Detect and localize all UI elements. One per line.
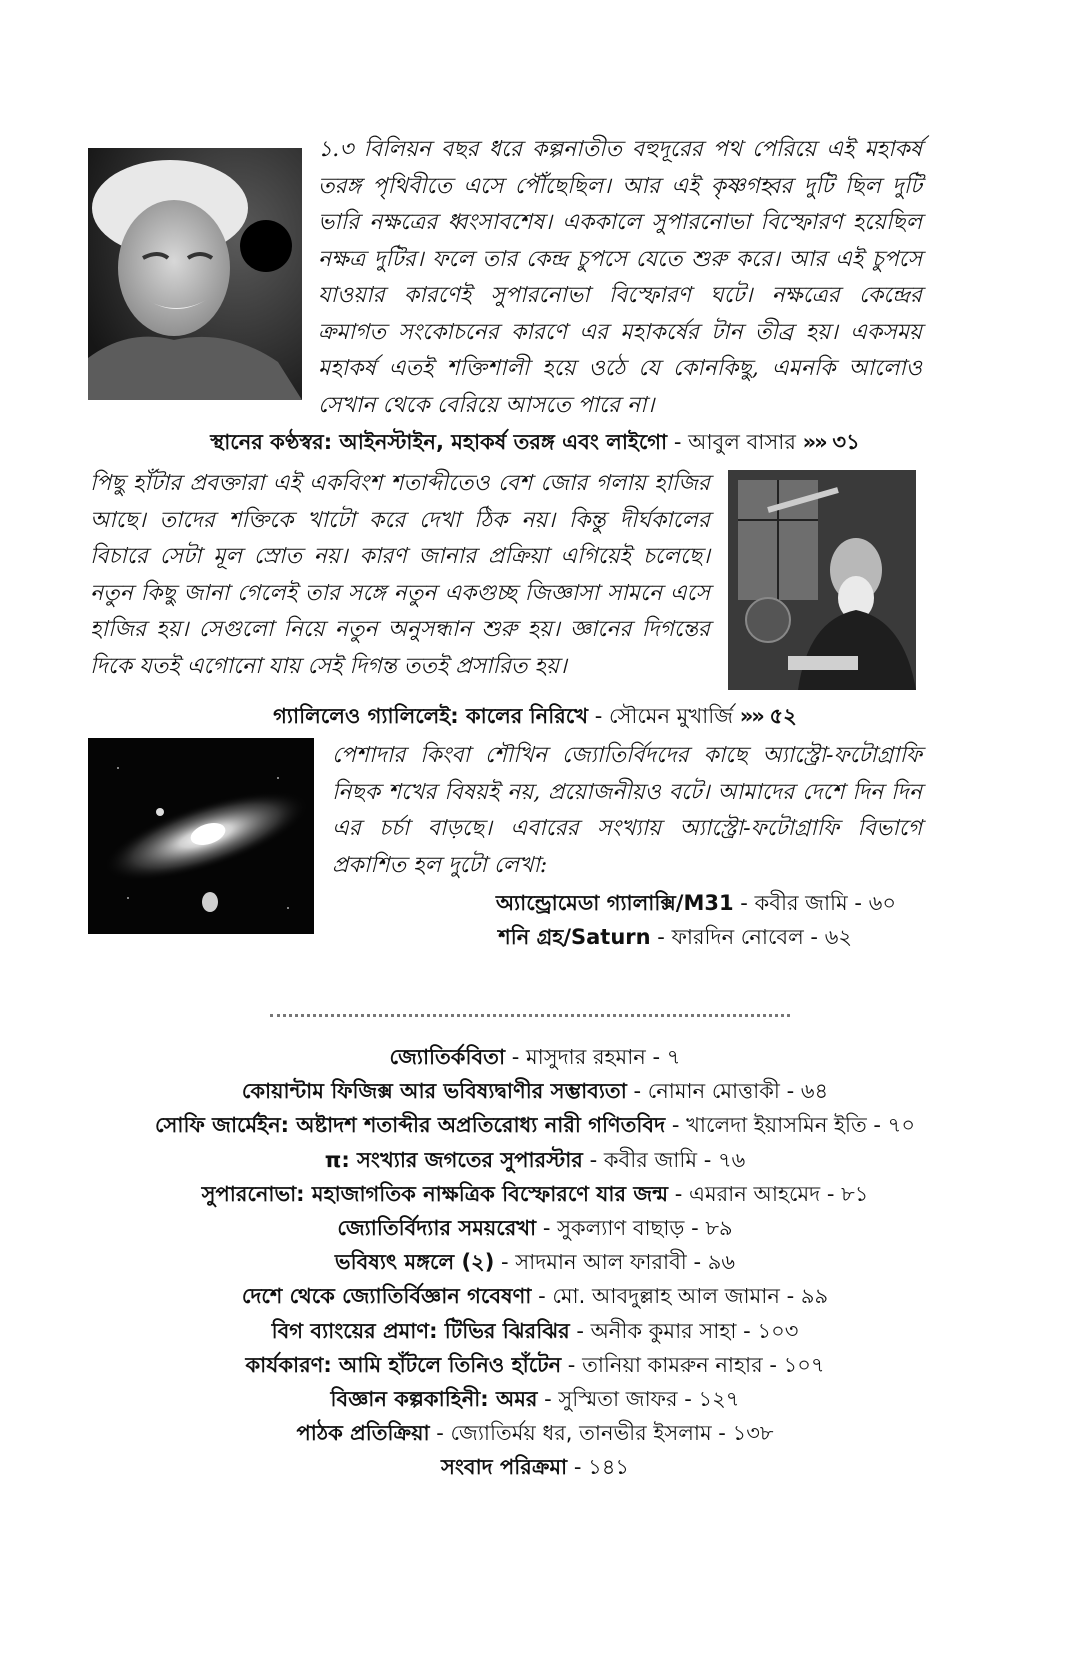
einstein-photo-art: [88, 148, 302, 400]
contents-entry-page: ৮৯: [705, 1216, 733, 1241]
feature-3-paragraph: পেশাদার কিংবা শৌখিন জ্যোতির্বিদদের কাছে অ্যাস্ট্রো-ফটোগ্রাফি নিছক শখের বিষয়ই নয়, প্রয়োজনীয়ও বটে। আমাদের দেশে দিন দিন এর চর্চা বাড়ছে। এবারের সংখ্যায় অ্যাস্ট্রো-ফটোগ্রাফি বিভাগে প্রকাশিত হল দুটো লেখা:: [332, 743, 922, 878]
separator: -: [786, 1284, 801, 1309]
contents-entry-author: মো. আবদুল্লাহ আল জামান: [552, 1284, 780, 1309]
andromeda-galaxy-photo: [88, 738, 314, 934]
contents-entry[interactable]: [0, 1108, 1070, 1142]
contents-entry-author: সুকল্যাণ বাছাড়: [557, 1216, 685, 1241]
contents-entry-author: মাসুদার রহমান: [526, 1045, 646, 1069]
contents-entry-title: সোফি জার্মেইন: অষ্টাদশ শতাব্দীর অপ্রতিরোধ্য নারী গণিতবিদ: [155, 1113, 666, 1138]
contents-entry-title: বিজ্ঞান কল্পকাহিনী: অমর: [330, 1387, 538, 1412]
contents-entry[interactable]: [0, 1348, 1070, 1382]
separator: -: [544, 1387, 559, 1412]
separator: -: [786, 1079, 801, 1104]
separator: -: [652, 1045, 667, 1069]
andromeda-galaxy-art: [88, 738, 314, 934]
contents-entry-author: কবীর জামি: [603, 1147, 697, 1172]
separator: -: [743, 1318, 758, 1343]
separator: -: [567, 1352, 583, 1377]
feature-2-page: ৫২: [769, 704, 797, 728]
einstein-photo: [88, 148, 302, 400]
separator: -: [511, 1045, 526, 1069]
separator: -: [594, 704, 609, 728]
contents-entry-title: জ্যোতির্কবিতা: [389, 1045, 506, 1069]
contents-entry[interactable]: [0, 1177, 1070, 1211]
contents-list: [0, 1040, 1070, 1485]
feature-1-paragraph: ১.৩ বিলিয়ন বছর ধরে কল্পনাতীত বহুদূরের পথ পেরিয়ে এই মহাকর্ষ তরঙ্গ পৃথিবীতে এসে পৌঁছেছিল। আর এই কৃষ্ণগহ্বর দুটি ছিল দুটি ভারি নক্ষত্রের ধ্বংসাবশেষ। এককালে সুপারনোভা বিস্ফোরণ হয়েছিল নক্ষত্র দুটির। ফলে তার কেন্দ্র চুপসে যেতে শুরু করে। আর এই চুপসে যাওয়ার কারণেই সুপারনোভা বিস্ফোরণ ঘটে। নক্ষত্রের কেন্দ্রের ক্রমাগত সংকোচনের কারণে এর মহাকর্ষের টান তীব্র হয়। একসময় মহাকর্ষ এতই শক্তিশালী হয়ে ওঠে যে কোনকিছু, এমনকি আলোও সেখান থেকে বেরিয়ে আসতে পারে না।: [318, 137, 922, 418]
contents-entry-author: এমরান আহমেদ: [689, 1181, 821, 1206]
contents-entry[interactable]: [0, 1279, 1070, 1313]
contents-entry-page: ১২৭: [698, 1387, 740, 1412]
contents-entry-author: সাদমান আল ফারাবী: [515, 1250, 687, 1275]
separator: -: [657, 925, 672, 949]
contents-entry-title: সুপারনোভা: মহাজাগতিক নাক্ষত্রিক বিস্ফোরণে যার জন্ম: [201, 1181, 669, 1206]
astro-item-2-title: শনি গ্রহ/Saturn: [498, 925, 651, 949]
contents-entry-page: ৭০: [887, 1113, 915, 1138]
astro-item-2[interactable]: [498, 920, 852, 954]
contents-entry[interactable]: [0, 1416, 1070, 1450]
feature-2-title: গ্যালিলেও গ্যালিলেই: কালের নিরিখে: [273, 704, 589, 728]
contents-entry-title: পাঠক প্রতিক্রিয়া: [296, 1421, 430, 1446]
separator: -: [538, 1284, 553, 1309]
astro-item-1-page: ৬০: [868, 891, 896, 915]
feature-1-title: স্থানের কণ্ঠস্বর: আইনস্টাইন, মহাকর্ষ তরঙ্গ এবং লাইগো: [210, 430, 668, 454]
contents-entry[interactable]: [0, 1040, 1070, 1074]
separator: -: [740, 891, 755, 915]
separator: -: [693, 1250, 708, 1275]
separator: -: [873, 1113, 888, 1138]
feature-1-arrow-icon: »»: [802, 430, 826, 454]
separator: -: [703, 1147, 718, 1172]
separator: -: [691, 1216, 706, 1241]
contents-entry[interactable]: [0, 1074, 1070, 1108]
separator: -: [673, 430, 689, 454]
contents-entry-title: সংবাদ পরিক্রমা: [440, 1455, 568, 1480]
separator: -: [826, 1181, 842, 1206]
separator: -: [810, 925, 825, 949]
contents-entry[interactable]: [0, 1245, 1070, 1279]
astro-item-1[interactable]: [496, 886, 896, 920]
feature-2-author: সৌমেন মুখার্জি: [608, 704, 734, 728]
contents-entry-page: ১০৩: [757, 1318, 799, 1343]
separator: -: [542, 1216, 558, 1241]
feature-1-caption[interactable]: [0, 427, 1070, 457]
feature-1-page: ৩১: [832, 430, 860, 454]
separator: -: [436, 1421, 451, 1446]
feature-2-caption[interactable]: [0, 701, 1070, 731]
separator: -: [576, 1318, 591, 1343]
astro-item-2-page: ৬২: [824, 925, 852, 949]
contents-entry-title: কার্যকারণ: আমি হাঁটলে তিনিও হাঁটেন: [245, 1352, 562, 1377]
dotted-divider: [270, 1014, 790, 1017]
separator: -: [589, 1147, 604, 1172]
contents-entry-title: কোয়ান্টাম ফিজিক্স আর ভবিষ্যদ্বাণীর সম্ভাব্যতা: [241, 1079, 627, 1104]
contents-entry-page: ৯৯: [800, 1284, 829, 1309]
feature-2-arrow-icon: »»: [739, 704, 763, 728]
galileo-painting-art: [728, 470, 916, 690]
contents-entry-author: সুস্মিতা জাফর: [558, 1387, 678, 1412]
contents-entry-title: ভবিষ্যৎ মঙ্গলে (২): [334, 1250, 495, 1275]
feature-2-paragraph: পিছু হাঁটার প্রবক্তারা এই একবিংশ শতাব্দীতেও বেশ জোর গলায় হাজির আছে। তাদের শক্তিকে খাটো করে দেখা ঠিক নয়। কিন্তু দীর্ঘকালের বিচারে সেটা মূল স্রোত নয়। কারণ জানার প্রক্রিয়া এগিয়েই চলেছে। নতুন কিছু জানা গেলেই তার সঙ্গে নতুন একগুচ্ছ জিজ্ঞাসা সামনে এসে হাজির হয়। সেগুলো নিয়ে নতুন অনুসন্ধান শুরু হয়। জ্ঞানের দিগন্তের দিকে যতই এগোনো যায় সেই দিগন্ত ততই প্রসারিত হয়।: [90, 471, 710, 679]
separator: -: [633, 1079, 648, 1104]
contents-entry-author: অনীক কুমার সাহা: [590, 1318, 737, 1343]
astro-item-1-author: কবীর জামি: [754, 891, 848, 915]
contents-entry-title: বিগ ব্যাংয়ের প্রমাণ: টিভির ঝিরঝির: [271, 1318, 570, 1343]
separator: -: [769, 1352, 784, 1377]
galileo-painting: [728, 470, 916, 690]
feature-1-author: আবুল বাসার: [688, 430, 796, 454]
astro-item-2-author: ফারদিন নোবেল: [671, 925, 804, 949]
contents-entry-author: জ্যোতির্ময় ধর, তানভীর ইসলাম: [450, 1421, 712, 1446]
astro-item-1-title: অ্যান্ড্রোমেডা গ্যালাক্সি/M31: [495, 891, 734, 915]
contents-entry-author: তানিয়া কামরুন নাহার: [582, 1352, 763, 1377]
contents-entry-page: ৭৬: [717, 1147, 746, 1172]
contents-entry-page: ১৪১: [588, 1455, 629, 1480]
contents-entry-title: দেশে থেকে জ্যোতির্বিজ্ঞান গবেষণা: [241, 1284, 532, 1309]
separator: -: [501, 1250, 516, 1275]
contents-entry-title: জ্যোতির্বিদ্যার সময়রেখা: [337, 1216, 537, 1241]
contents-entry[interactable]: [0, 1450, 1070, 1484]
contents-entry[interactable]: [0, 1211, 1070, 1245]
contents-entry[interactable]: [0, 1382, 1070, 1416]
contents-entry-page: ১০৭: [783, 1352, 825, 1377]
separator: -: [684, 1387, 699, 1412]
contents-entry-author: নোমান মোত্তাকী: [647, 1079, 780, 1104]
contents-entry[interactable]: [0, 1143, 1070, 1177]
separator: -: [854, 891, 869, 915]
separator: -: [671, 1113, 687, 1138]
contents-entry-page: ৮১: [841, 1181, 869, 1206]
contents-entry-page: ৭: [666, 1045, 681, 1069]
separator: -: [573, 1455, 589, 1480]
contents-entry-author: খালেদা ইয়াসমিন ইতি: [686, 1113, 867, 1138]
contents-entry[interactable]: [0, 1314, 1070, 1348]
contents-entry-page: ১৩৮: [732, 1421, 774, 1446]
contents-entry-page: ৯৬: [707, 1250, 736, 1275]
contents-entry-page: ৬৪: [800, 1079, 829, 1104]
separator: -: [674, 1181, 689, 1206]
separator: -: [718, 1421, 733, 1446]
contents-entry-title: π: সংখ্যার জগতের সুপারস্টার: [324, 1147, 583, 1172]
